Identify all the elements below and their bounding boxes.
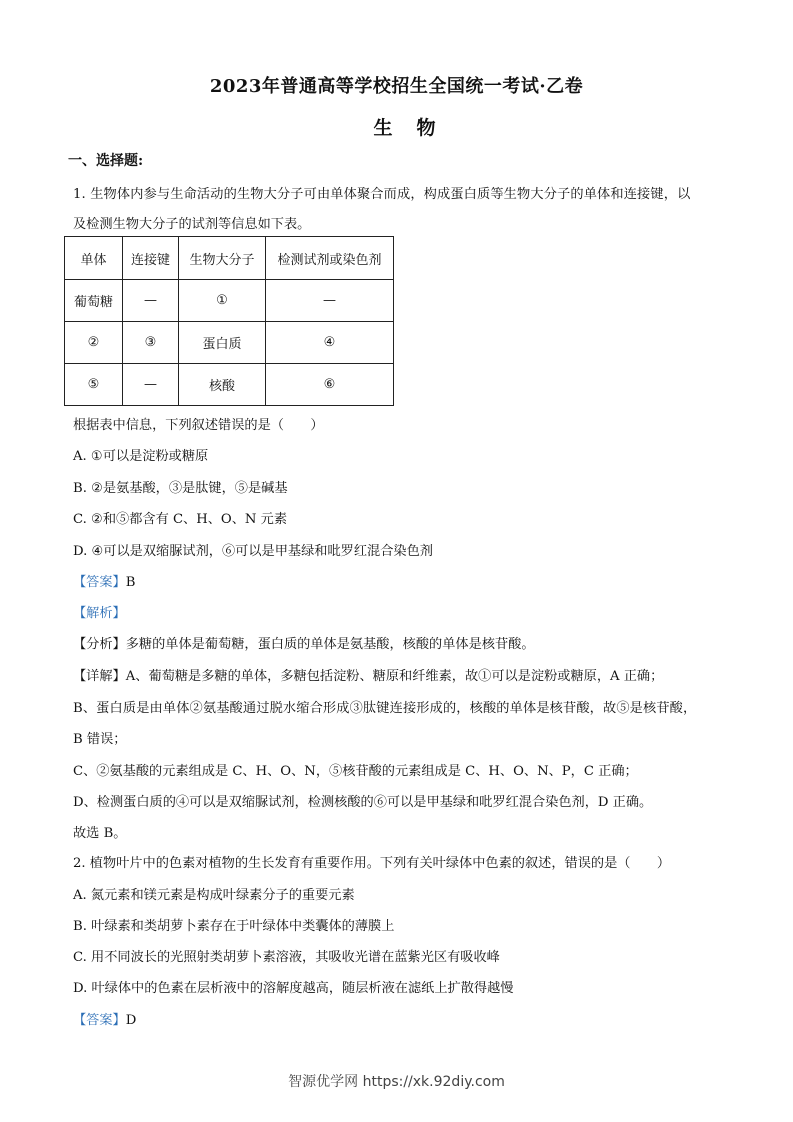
q1-table xyxy=(64,236,394,406)
q2-stem: 2. 植物叶片中的色素对植物的生长发育有重要作用。下列有关叶绿体中色素的叙述，错误的是（ ） xyxy=(73,856,671,871)
table-cell: ③ xyxy=(123,322,179,364)
exam-title: 2023年普通高等学校招生全国统一考试·乙卷 xyxy=(209,76,584,97)
q1-detail-line3: B 错误； xyxy=(73,732,127,747)
footer-watermark: 智源优学网 https://xk.92diy.com xyxy=(288,1074,505,1090)
table-cell: ⑤ xyxy=(65,364,123,406)
section-heading: 一、选择题: xyxy=(68,153,144,169)
q1-detail-line5: D、检测蛋白质的④可以是双缩脲试剂，检测核酸的⑥可以是甲基绿和吡罗红混合染色剂，D 正确。 xyxy=(73,795,653,810)
fenxi-tag: 【分析】 xyxy=(73,637,126,652)
answer-value: D xyxy=(125,1013,137,1028)
q2-answer xyxy=(73,1009,136,1028)
q1-option-b: B. ②是氨基酸，③是肽键，⑤是碱基 xyxy=(73,481,288,496)
table-cell: — xyxy=(123,280,179,322)
table-cell: ④ xyxy=(266,322,394,364)
q1-stem-line2: 及检测生物大分子的试剂等信息如下表。 xyxy=(73,217,311,232)
answer-value: B xyxy=(125,575,136,590)
table-row xyxy=(65,364,394,406)
table-header-cell: 检测试剂或染色剂 xyxy=(266,237,394,280)
answer-tag: 【答案】 xyxy=(73,1013,126,1028)
table-cell: 核酸 xyxy=(179,364,266,406)
q2-option-d: D. 叶绿体中的色素在层析液中的溶解度越高，随层析液在滤纸上扩散得越慢 xyxy=(73,981,514,996)
q1-option-a: A. ①可以是淀粉或糖原 xyxy=(73,449,209,464)
table-row xyxy=(65,280,394,322)
table-cell: ⑥ xyxy=(266,364,394,406)
table-header-cell: 单体 xyxy=(65,237,123,280)
table-cell: 蛋白质 xyxy=(179,322,266,364)
q1-detail-line2: B、蛋白质是由单体②氨基酸通过脱水缩合形成③肽键连接形成的，核酸的单体是核苷酸，故⑤是核苷酸， xyxy=(73,701,697,716)
q1-option-d: D. ④可以是双缩脲试剂，⑥可以是甲基绿和吡罗红混合染色剂 xyxy=(73,544,433,559)
subject-title: 生物 xyxy=(373,117,460,139)
detail-text: A、葡萄糖是多糖的单体，多糖包括淀粉、糖原和纤维素，故①可以是淀粉或糖原，A 正确； xyxy=(125,669,664,684)
q2-option-a: A. 氮元素和镁元素是构成叶绿素分子的重要元素 xyxy=(73,888,355,903)
table-cell: ② xyxy=(65,322,123,364)
q1-prompt: 根据表中信息，下列叙述错误的是（ ） xyxy=(73,418,324,433)
q1-detail-line1 xyxy=(73,665,663,684)
answer-tag: 【答案】 xyxy=(73,575,126,590)
table-header-cell: 连接键 xyxy=(123,237,179,280)
table-cell: 葡萄糖 xyxy=(65,280,123,322)
table-cell: ① xyxy=(179,280,266,322)
detail-tag: 【详解】 xyxy=(73,669,126,684)
q1-detail-line4: C、②氨基酸的元素组成是 C、H、O、N，⑤核苷酸的元素组成是 C、H、O、N、P，C 正确； xyxy=(73,764,638,779)
q1-conclusion: 故选 B。 xyxy=(73,826,127,841)
fenxi-text: 多糖的单体是葡萄糖，蛋白质的单体是氨基酸，核酸的单体是核苷酸。 xyxy=(125,637,535,652)
q2-option-c: C. 用不同波长的光照射类胡萝卜素溶液，其吸收光谱在蓝紫光区有吸收峰 xyxy=(73,950,500,965)
q1-fenxi xyxy=(73,633,535,652)
q1-answer xyxy=(73,571,135,590)
q2-option-b: B. 叶绿素和类胡萝卜素存在于叶绿体中类囊体的薄膜上 xyxy=(73,919,395,934)
q1-stem-line1: 1. 生物体内参与生命活动的生物大分子可由单体聚合而成，构成蛋白质等生物大分子的单体和连接键，以 xyxy=(73,187,691,202)
table-cell: — xyxy=(123,364,179,406)
q1-option-c: C. ②和⑤都含有 C、H、O、N 元素 xyxy=(73,512,288,527)
table-header-cell: 生物大分子 xyxy=(179,237,266,280)
table-row xyxy=(65,322,394,364)
table-header-row xyxy=(65,237,394,280)
table-cell: — xyxy=(266,280,394,322)
q1-analysis-tag: 【解析】 xyxy=(73,606,126,621)
